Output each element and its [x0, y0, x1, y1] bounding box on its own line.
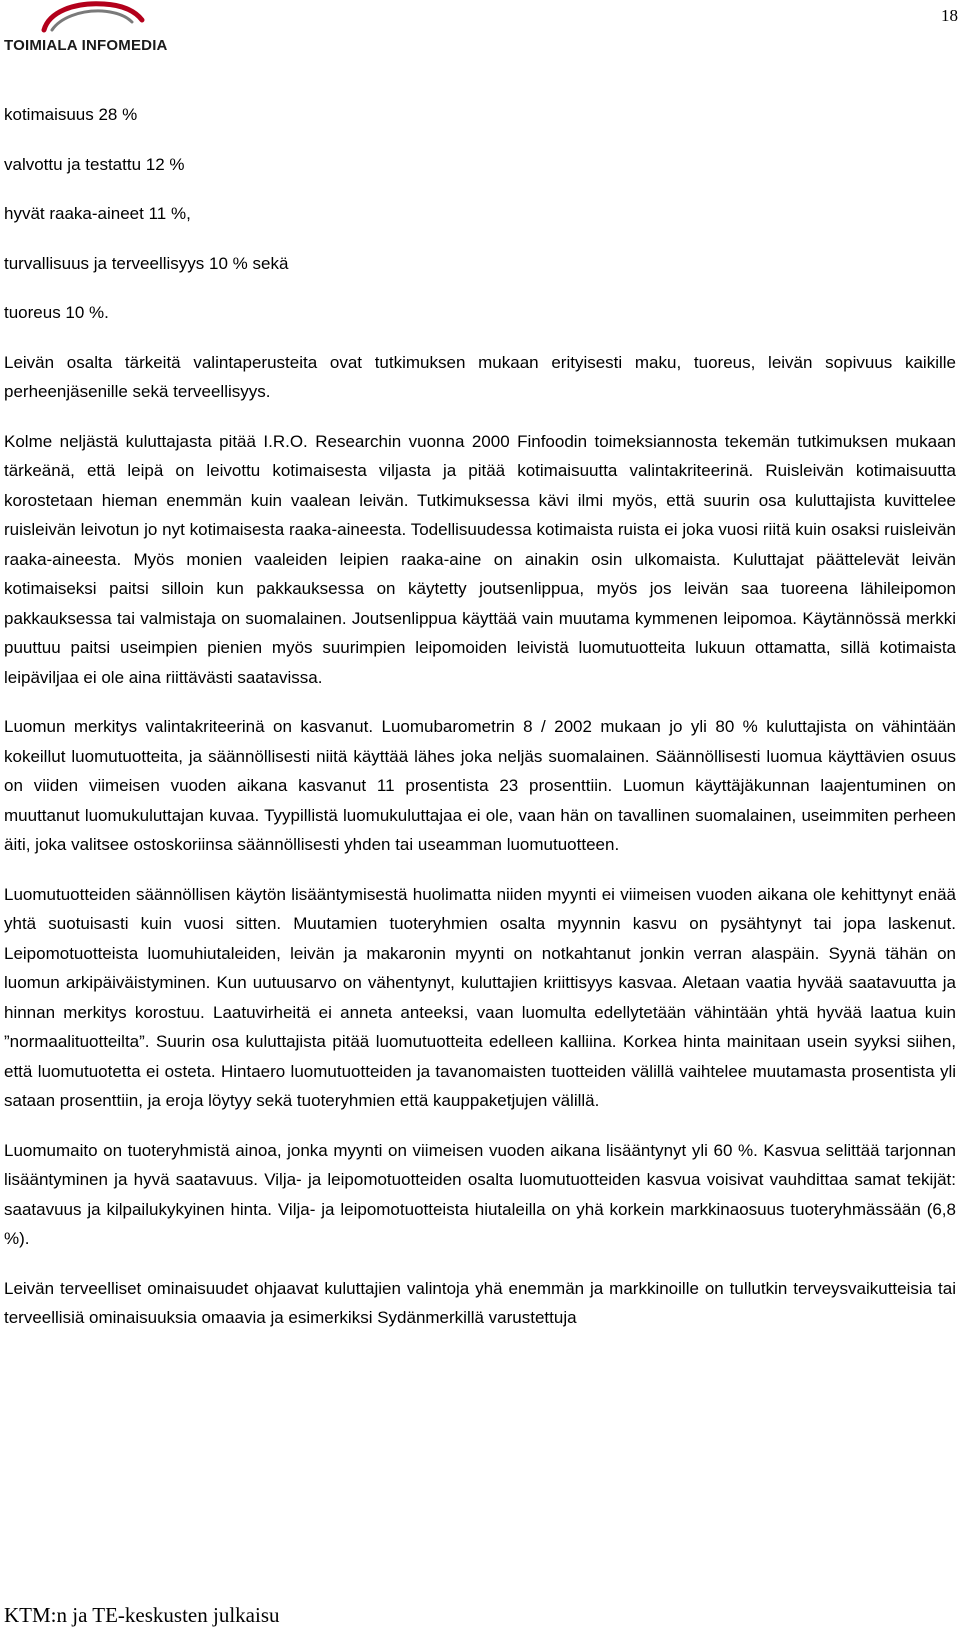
list-item: tuoreus 10 %. — [4, 303, 109, 322]
logo-swoosh-icon — [4, 0, 154, 40]
paragraph: Leivän terveelliset ominaisuudet ohjaavat kuluttajien valintoja yhä enemmän ja markkinoille on tullutkin terveysvaikutteisia tai terveellisiä ominaisuuksia omaavia ja esimerkiksi Sydänmerkillä varustettuja — [4, 1278, 956, 1327]
list-item: kotimaisuus 28 % — [4, 105, 138, 124]
list-item: hyvät raaka-aineet 11 %, — [4, 204, 191, 223]
paragraph: Leivän osalta tärkeitä valintaperusteita ovat tutkimuksen mukaan erityisesti maku, tuoreus, leivän sopivuus kaikille perheenjäsenille sekä terveellisyys. — [4, 352, 956, 401]
logo-text: TOIMIALA INFOMEDIA — [4, 37, 168, 54]
page-number: 18 — [941, 6, 958, 25]
footer-text: KTM:n ja TE-keskusten julkaisu — [4, 1603, 280, 1627]
paragraph: Luomutuotteiden säännöllisen käytön lisääntymisestä huolimatta niiden myynti ei viimeisen vuoden aikana ole kehittynyt enää yhtä suotuisasti kuin vuosi sitten. Muutamien tuoteryhmien osalta myynnin kasvu on pysähtynyt tai jopa laskenut. Leipomotuotteista luomuhiutaleiden, leivän ja makaronin myynti on notkahtanut jonkin verran alaspäin. Syynä tähän on luomun arkipäiväistyminen. Kun uutuusarvo on vähentynyt, kuluttajien kriittisyys kasvaa. Aletaan vaatia hyvää saatavuutta ja hinnan merkitys korostuu. Laatuvirheitä ei anneta anteeksi, vaan luomulta edellytetään vähintään yhtä hyvää laatua kuin ”normaalituotteilta”. Suurin osa kuluttajista pitää luomutuotteita edelleen kalliina. Korkea hinta mainitaan usein syyksi siihen, että luomutuotetta ei osteta. Hintaero luomutuotteiden ja tavanomaisten tuotteiden välillä vaihtelee muutamasta prosentista yli sataan prosenttiin, ja eroja löytyy sekä tuoteryhmien että kauppaketjujen välillä. — [4, 884, 956, 1110]
paragraph: Luomun merkitys valintakriteerinä on kasvanut. Luomubarometrin 8 / 2002 mukaan jo yli 80 % kuluttajista on vähintään kokeillut luomutuotteita, ja säännöllisesti niitä käyttää lähes joka neljäs suomalainen. Säännöllisesti luomua käyttävien osuus on viiden viimeisen vuoden aikana kasvanut 11 prosentista 23 prosenttiin. Luomun käyttäjäkunnan laajentuminen on muuttanut luomukuluttajan kuvaa. Tyypillistä luomukuluttajaa ei ole, vaan hän on tavallinen suomalainen, useimmiten perheen äiti, joka valitsee ostoskoriinsa säännöllisesti yhden tai useamman luomutuotteen. — [4, 717, 956, 854]
list-item: turvallisuus ja terveellisyys 10 % sekä — [4, 253, 289, 273]
paragraph: Kolme neljästä kuluttajasta pitää I.R.O. Researchin vuonna 2000 Finfoodin toimeksiannosta tekemän tutkimuksen mukaan tärkeänä, että leipä on leivottu kotimaisesta viljasta ja pitää kotimaisuutta valintakriteerinä. Ruisleivän kotimaisuutta korostetaan hieman enemmän kuin vaalean leivän. Tutkimuksessa kävi ilmi myös, että suurin osa kuluttajista kuvittelee ruisleivän leivotun jo nyt kotimaisesta raaka-aineesta. Todellisuudessa kotimaista ruista ei joka vuosi riitä kuin osaksi ruisleivän raaka-aineesta. Myös monien vaaleiden leipien raaka-aine on ainakin osin ulkomaista. Kuluttajat päättelevät leivän kotimaiseksi paitsi silloin kun pakkauksessa on käytetty joutsenlippua, myös jos leivän saa tuoreena lähileipomon pakkauksessa tai valmistaja on suomalainen. Joutsenlippua käyttää vain muutama kymmenen leipomoa. Käytännössä merkki puuttuu paitsi useimpien pienien myös suurimpien leipomoiden leivistä luomutuotteita lukuun ottamatta, sillä kotimaista leipäviljaa ei ole aina riittävästi saatavissa. — [4, 431, 956, 687]
list-item: valvottu ja testattu 12 % — [4, 154, 185, 174]
toimiala-infomedia-logo — [4, 0, 204, 56]
document-body — [4, 100, 956, 1333]
paragraph: Luomumaito on tuoteryhmistä ainoa, jonka myynti on viimeisen vuoden aikana lisääntynyt yli 60 %. Kasvua selittää tarjonnan lisääntyminen ja hyvä saatavuus. Vilja- ja leipomotuotteiden osalta luomutuotteiden kasvua voisivat vauhdittaa samat tekijät: saatavuus ja kilpailukykyinen hinta. Vilja- ja leipomotuotteista hiutaleilla on yhä korkein markkinaosuus tuoteryhmässään (6,8 %). — [4, 1140, 956, 1248]
